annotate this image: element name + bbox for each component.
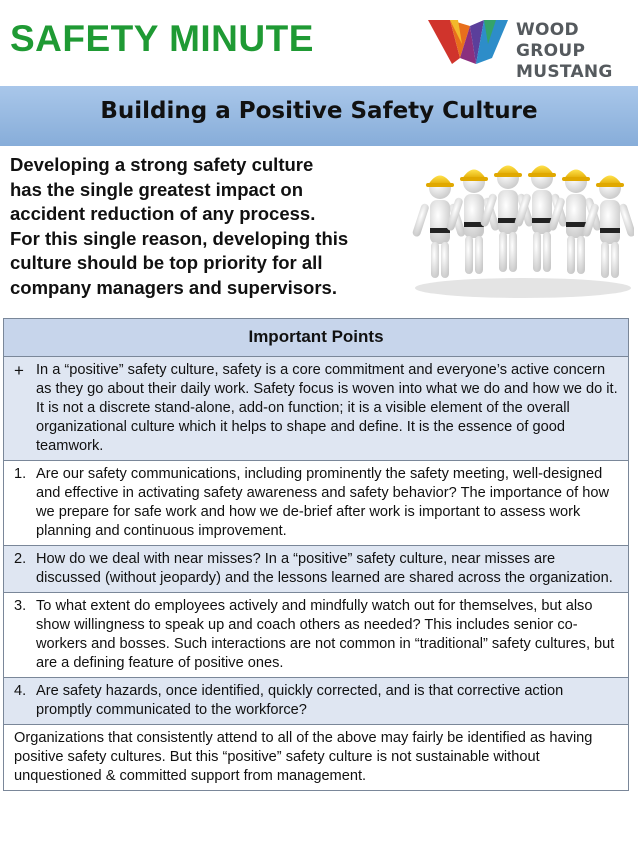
intro-line: culture should be top priority for all xyxy=(10,252,323,273)
points-heading: Important Points xyxy=(4,319,628,357)
points-intro-text: In a “positive” safety culture, safety is a core commitment and everyone’s active concern as they go about their daily work. Safety focus is woven into what we do and how we do it. It is not a discrete stand-alone, add-on function; it is a visible element of the overall organizational culture which it helps to shape and define. It is the essence of good teamwork. xyxy=(36,362,618,454)
intro-line: company managers and supervisors. xyxy=(10,276,337,298)
point-number: 2. xyxy=(14,551,27,567)
point-item-4 xyxy=(4,678,628,725)
point-text: How do we deal with near misses? In a “positive” safety culture, near misses are discussed (without jeopardy) and the lessons learned are shared across the organization. xyxy=(36,551,613,586)
intro-line: has the single greatest impact on xyxy=(10,178,303,200)
subtitle-banner xyxy=(0,86,638,146)
intro-paragraph xyxy=(10,153,410,300)
header xyxy=(0,0,638,84)
point-text: To what extent do employees actively and mindfully watch out for themselves, but also show willingness to speak up and coach others as needed? This includes senior co-workers and bosses. Such interactions are not common in “traditional” safety cultures, but are a defining feature of positive ones. xyxy=(36,598,615,671)
point-number: 3. xyxy=(14,598,27,614)
logo-line-2: MUSTANG xyxy=(516,62,613,82)
point-item-1 xyxy=(4,461,628,546)
points-conclusion: Organizations that consistently attend to all of the above may fairly be identified as having positive safety cultures. But this “positive” safety culture is not sustainable without unquestioned & committed support from management. xyxy=(14,730,593,784)
worker-figure xyxy=(412,176,466,279)
logo-wordmark xyxy=(516,20,632,83)
point-item-2 xyxy=(4,546,628,593)
workers-illustration xyxy=(412,150,634,300)
point-text: Are our safety communications, including prominently the safety meeting, well-designed and effective in activating safety awareness and safety behavior? The importance of how we prepare for safe work and how we de-brief after work is important to assess work planning and continuous improvement. xyxy=(36,466,610,539)
point-item-3 xyxy=(4,593,628,678)
point-number: 4. xyxy=(14,683,27,699)
points-intro-row xyxy=(4,357,628,461)
point-number: 1. xyxy=(14,466,27,482)
logo-line-1: WOOD GROUP xyxy=(516,20,586,61)
intro-line: For this single reason, developing this xyxy=(10,227,349,249)
intro-line: Developing a strong safety culture xyxy=(10,154,314,175)
page-title: SAFETY MINUTE xyxy=(10,18,314,59)
company-logo xyxy=(426,14,632,82)
banner-title: Building a Positive Safety Culture xyxy=(100,98,538,124)
important-points-table xyxy=(3,318,629,791)
worker-figure xyxy=(514,166,569,273)
plus-icon: + xyxy=(14,361,24,380)
worker-figure xyxy=(582,176,634,279)
worker-figure xyxy=(480,166,535,273)
point-text: Are safety hazards, once identified, quickly corrected, and is that corrective action promptly communicated to the workforce? xyxy=(36,683,564,718)
intro-line: accident reduction of any process. xyxy=(10,203,316,224)
logo-mark-icon xyxy=(426,14,512,70)
